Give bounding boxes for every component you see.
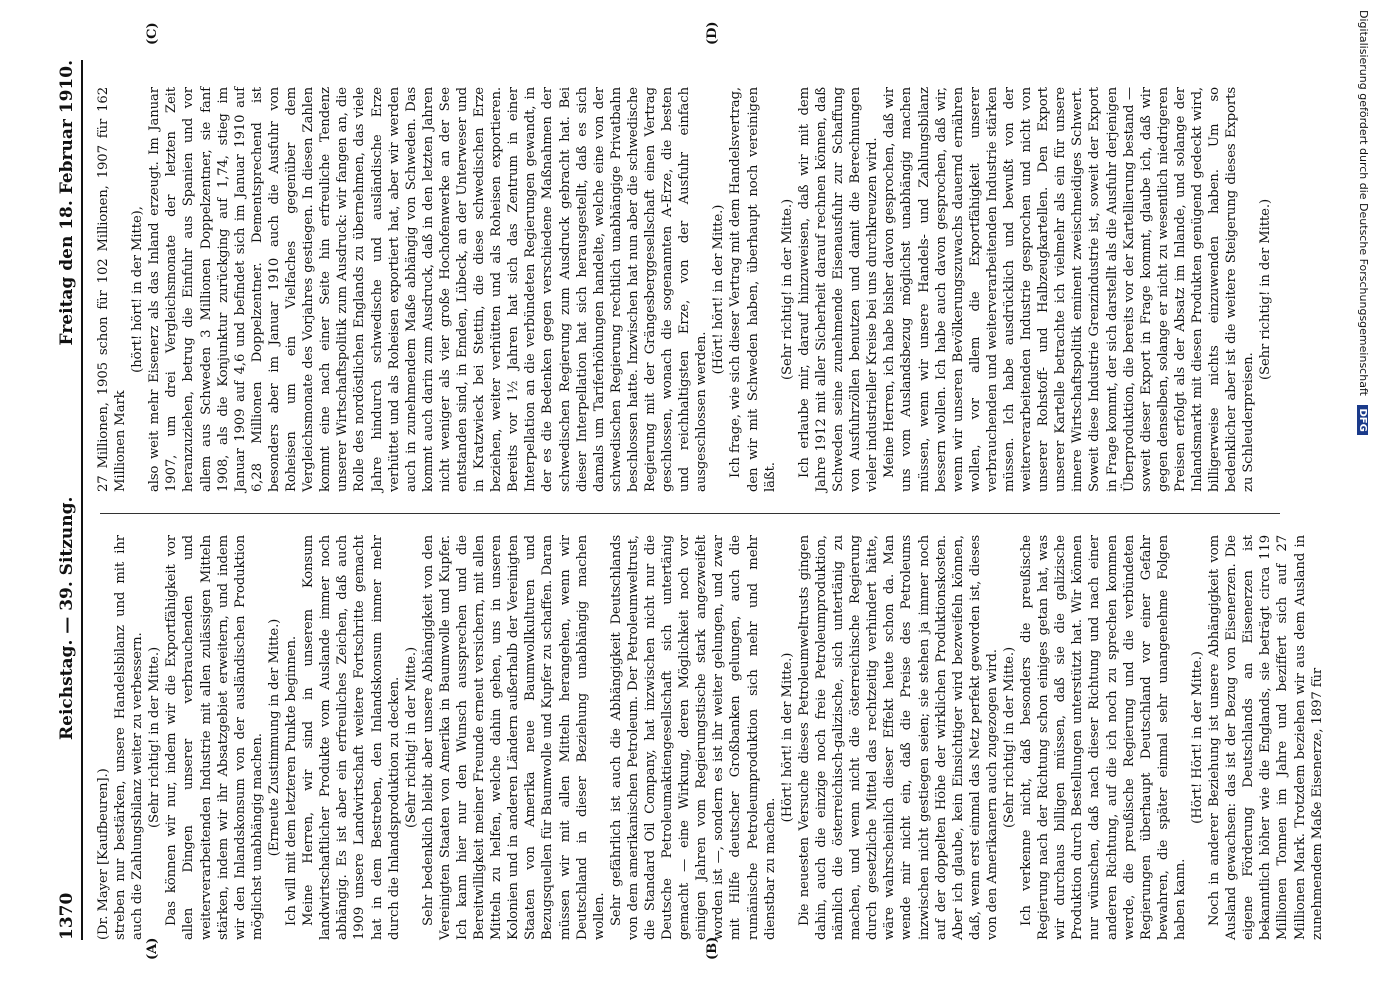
left-column-text [112,535,1326,940]
paragraph: Die neuesten Versuche dieses Petroleumweltrusts gingen dahin, auch die einzige noch freie Petroleumproduktion, nämlich die österreichisch-galizische, sich untertänig zu machen, und wenn nicht die österreichische Regierung durch gesetzliche Mittel das rechtzeitig verhindert hätte, wäre wahrscheinlich dieser Effekt heute schon da. Man wende mir nicht ein, daß die Preise des Petroleums inzwischen nicht gestiegen seien; sie stehen ja immer noch auf der doppelten Höhe der wirklichen Produktionskosten. Aber ich glaube, kein Einsichtiger wird bezweifeln können, daß, wenn erst einmal das Netz perfekt geworden ist, dieses von den Amerikanern auch zugezogen wird. [796,535,1000,940]
page-header [55,60,83,940]
paragraph: Sehr gefährlich ist auch die Abhängigkeit Deutschlands von dem amerikanischen Petroleum. Der Petroleumweltrust, die Standard Oil Company, hat inzwischen nicht nur die Deutsche Petroleumaktiengesellschaft sich untertänig gemacht — eine Wirkung, deren Möglichkeit noch vor einigen Jahren vom Regierungstische stark angezweifelt worden ist —, sondern es ist ihr weiter gelungen, und zwar mit Hilfe deutscher Großbanken gelungen, auch die rumänische Petroleumproduktion sich mehr und mehr dienstbar zu machen. [608,535,778,940]
paragraph: Sehr bedenklich bleibt aber unsere Abhängigkeit von den Vereinigten Staaten von Amerika in Baumwolle und Kupfer. Ich kann hier nur den Wunsch aussprechen und die Bereitwilligkeit meiner Freunde erneut versichern, mit allen Mitteln zu helfen, welche dahin gehen, uns in unseren Kolonien und in anderen Ländern außerhalb der Vereinigten Staaten von Amerika neue Baumwollkulturen und Bezugsquellen für Baumwolle und Kupfer zu schaffen. Daran müssen wir mit allen Mitteln herangehen, wenn wir Deutschland in dieser Beziehung unabhängig machen wollen. [420,535,607,940]
session-date: Freitag den 18. Februar 1910. [57,60,77,346]
paragraph: 27 Millionen, 1905 schon für 102 Millionen, 1907 für 162 Millionen Mark [96,87,129,492]
paragraph: Noch in anderer Beziehung ist unsere Abhängigkeit vom Ausland gewachsen: das ist der Bezug von Eisenerzen. Die eigene Förderung Deutschlands an Eisenerzen ist bekanntlich höher wie die Englands, sie beträgt circa 119 Millionen Tonnen im Jahre und beziffert sich auf 27 Millionen Mark. Trotzdem beziehen wir aus dem Ausland in zunehmendem Maße Eisenerze, 1897 für [1207,535,1325,940]
speaker-tag: (Dr. Mayer [Kaufbeuren].) [96,768,111,940]
interjection: (Hört! hört! in der Mitte.) [779,652,795,823]
margin-mark-a: (A) [145,937,160,960]
right-column [95,87,1295,492]
interjection: (hört! hört! in der Mitte), [130,206,146,373]
paragraph: Das können wir nur, indem wir die Exportfähigkeit vor allen Dingen unserer verbrauchenden und weiterverarbeitenden Industrie mit allen zulässigen Mitteln stärken, indem wir ihr Absatzgebiet erweitern, und indem wir den Inlandskonsum von der ausländischen Produktion möglichst unabhängig machen. [164,535,265,940]
interjection: (Sehr richtig! in der Mitte.) [403,646,419,829]
margin-mark-c: (C) [145,22,160,45]
interjection: (Hört! hört! in der Mitte.) [711,204,727,375]
interjection: (Erneute Zustimmung in der Mitte.) [266,618,282,857]
credit-text: Digitalisierung gefördert durch die Deutsche Forschungsgemeinschaft [1357,10,1370,396]
interjection: (Sehr richtig! in der Mitte.) [147,646,163,829]
interjection: (Sehr richtig! in der Mitte.) [779,198,795,381]
running-title: Reichstag. — 39. Sitzung. [57,496,77,740]
paragraph: Ich verkenne nicht, daß besonders die preußische Regierung nach der Richtung schon einiges getan hat, was wir durchaus billigen müssen, daß sie die galizische Produktion durch Bestellungen unterstützt hat. Wir können nur wünschen, daß nach dieser Richtung und nach einer anderen Richtung, auf die ich noch zu sprechen kommen werde, die preußische Regierung und die verbündeten Regierungen überhaupt Deutschland vor einer Gefahr bewahren, die später einmal sehr unangenehme Folgen haben kann. [1019,535,1188,940]
interjection: (Sehr richtig! in der Mitte.) [1001,646,1017,829]
paragraph: also weit mehr Eisenerz als das Inland erzeugt. Im Januar 1907, um drei Vergleichsmonate der letzten Zeit heranzuziehen, betrug die Einfuhr aus Spanien und vor allem aus Schweden 3 Millionen Doppelzentner, sie fanf 1908, als die Konjunktur zurückging auf 1,74, stieg im Januar 1909 auf 4,6 und befindet sich im Januar 1910 auf 6,28 Millionen Doppelzentner. Dementsprechend ist besonders aber im Januar 1910 auch die Ausfuhr von Roheisen um ein Vielfaches gegenüber dem Vergleichsmonate des Vorjahres gestiegen. In diesen Zahlen kommt eine nach einer Seite hin erfreuliche Tendenz unserer Wirtschaftspolitik zum Ausdruck: wir fangen an, die Rolle des nordöstlichen Englands zu übernehmen, das viele Jahre hindurch schwedische und ausländische Erze verhüttet und als Roheisen exportiert hat, aber wir werden auch in zunehmendem Maße abhängig von Schweden. Das kommt auch darin zum Ausdruck, daß in den letzten Jahren nicht weniger als vier große Hochofenwerke an der See entstanden sind, in Emden, Lübeck, an der Unterweser und in Kratzwieck bei Stettin, die diese schwedischen Erze beziehen, weiter verhütten und als Roheisen exportieren. Bereits vor 1½ Jahren hat sich das Zentrum in einer Interpellation an die verbündeten Regierungen gewandt, in der es die Bedenken gegen verschiedene Maßnahmen der schwedischen Regierung zum Ausdruck gebracht hat. Bei dieser Interpellation hat sich herausgestellt, daß es sich damals um Tariferhöhungen handelte, welche eine von der schwedischen Regierung rechtlich unabhängige Privatbahn beschlossen hatte. Inzwischen hat nun aber die schwedische Regierung mit der Grängesberggesellschaft einen Vertrag geschlossen, wonach die sogenannten A-Erze, die besten und reichhaltigsten Erze, von der Ausfuhr einfach ausgeschlossen werden. [147,87,710,492]
column-divider [100,513,1280,514]
interjection: (Hört! Hört! in der Mitte.) [1190,651,1205,824]
digitization-credit [1340,10,1380,990]
margin-mark-b: (B) [705,936,720,960]
paragraph: Ich will mit dem letzteren Punkte beginnen. [284,636,300,926]
paragraph: Meine Herren, wir sind in unserem Konsum landwirtschaftlicher Produkte vom Auslande immer noch abhängig. Es ist aber ein erfreuliches Zeichen, daß auch 1909 unsere Landwirtschaft weitere Fortschritte gemacht hat in dem Bestreben, den Inlandskonsum immer mehr durch die Inlandsproduktion zu decken. [301,535,402,940]
paragraph: Ich frage, wie sich dieser Vertrag mit dem Handelsvertrag, den wir mit Schweden haben, überhaupt noch vereinigen läßt. [728,87,778,492]
margin-mark-d: (D) [705,21,720,45]
page-number: 1370 [57,892,77,940]
right-column-text [95,87,1274,492]
paragraph: Ich erlaube mir, darauf hinzuweisen, daß wir mit dem Jahre 1912 mit aller Sicherheit darauf rechnen können, daß Schweden seine zunehmende Eisenausfuhr zur Schaffung von Ausfuhrzöllen benutzen und damit die Berechnungen vieler industrieller Kreise bei uns durchkreuzen wird. [796,87,881,492]
left-column [95,535,1325,940]
paragraph: streben nur bestärken, unsere Handelsbilanz und mit ihr auch die Zahlungsbilanz weiter zu verbessern. [113,535,146,940]
paragraph: Meine Herren, ich habe bisher davon gesprochen, daß wir uns vom Auslandsbezug möglichst unabhängig machen müssen, wenn wir unsere Handels- und Zahlungsbilanz bessern wollen. Ich habe auch davon gesprochen, daß wir, wenn wir unseren Bevölkerungszuwachs dauernd ernähren wollen, vor allem die Exportfähigkeit unserer verbrauchenden und weiterverarbeitenden Industrie stärken müssen. Ich habe ausdrücklich und bewußt von der weiterverarbeitenden Industrie gesprochen und nicht von unserer Rohstoff- und Halbzeugkartellen. Den Export unserer Kartelle betrachte ich vielmehr als ein für unsere innere Wirtschaftspolitik eminent zweischneidiges Schwert. Soweit diese Industrie Grenzindustrie ist, soweit der Export in Frage kommt, der sich darstellt als die Ausfuhr derjenigen Überproduktion, die bereits vor der Kartellierung bestand — soweit dieser Export in Frage kommt, glaube ich, daß wir gegen denselben, solange er nicht zu wesentlich niedrigeren Preisen erfolgt als der Absatz im Inlande, und solange der Inlandsmarkt mit diesen Produkten genügend gedeckt wird, billigerweise nichts einzuwenden haben. Um so bedenklicher aber ist die weitere Steigerung dieses Exports zu Schleuderpreisen. [882,87,1257,492]
interjection: (Sehr richtig! in der Mitte.) [1258,198,1274,381]
dfg-logo: DFG [1357,405,1368,434]
